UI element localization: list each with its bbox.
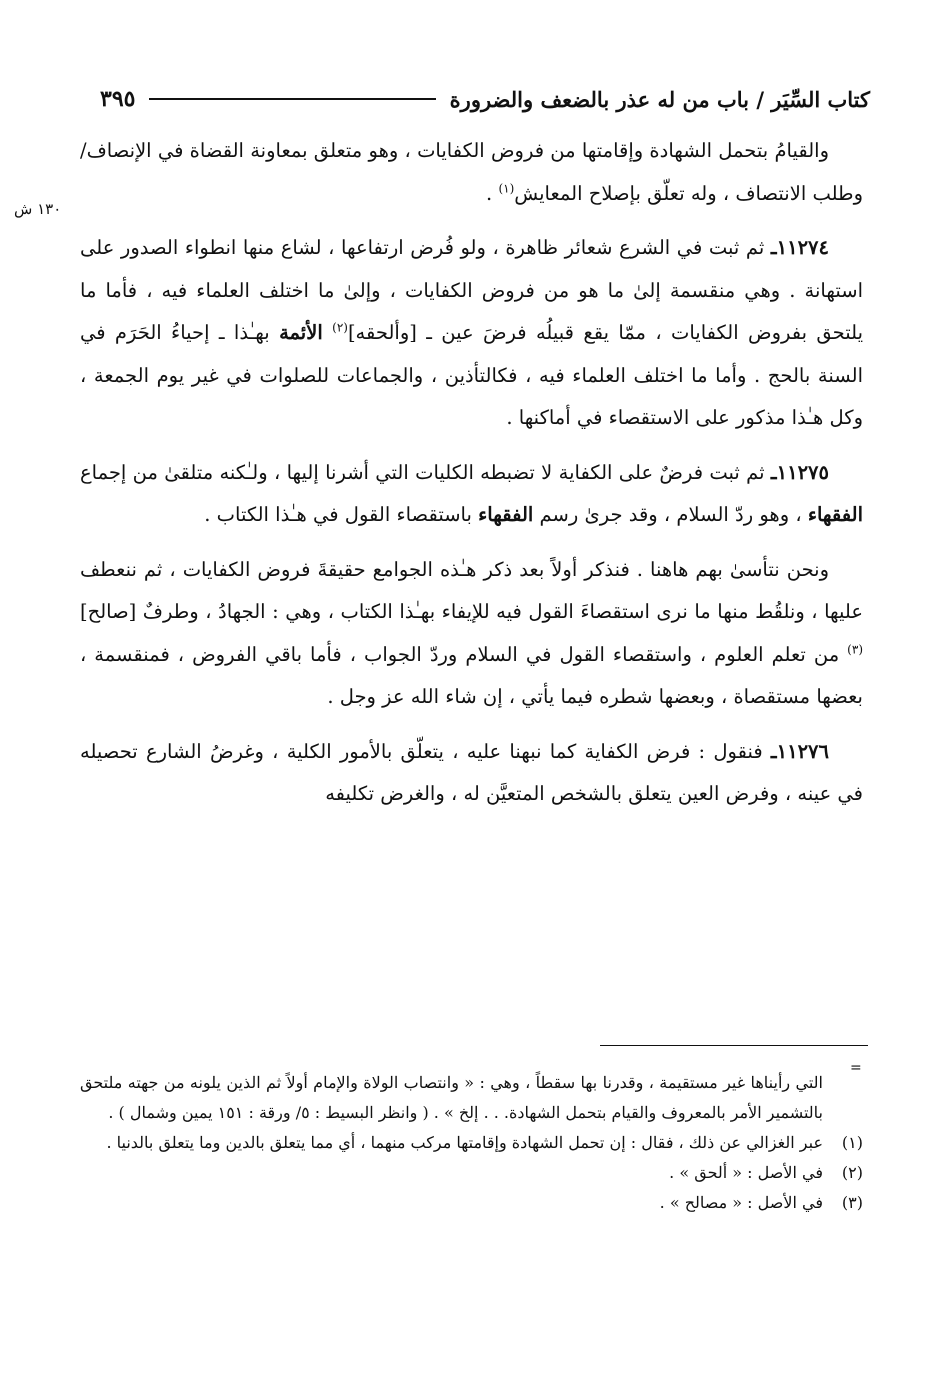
- footnote-continuation-mark: =: [850, 1060, 862, 1076]
- paragraph-text: [323, 321, 332, 344]
- header-title: كتاب السِّيَر / باب من له عذر بالضعف والضرورة: [449, 86, 870, 112]
- emphasis-text: الفقهاء: [478, 503, 534, 526]
- header-rule: [149, 98, 435, 100]
- paragraph-text: ثم ثبت في الشرع شعائر ظاهرة ، ولو فُرض ارتفاعها ، لشاع منها انطواء الصدور على استهانة . وهي منقسمة إلىٰ ما هو من فروض الكفايات ، وإلىٰ ما اختلف العلماء فيه ، فأما ما يلتحق بفروض الكفايات ، ممّا يقع قبيلُه فرضَ عين ـ [وألحقه]: [80, 236, 864, 344]
- footnote-text: عبر الغزالي عن ذلك ، فقال : إن تحمل الشهادة وإقامتها مركب منهما ، أي مما يتعلق بالدين وما يتعلق بالدنيا .: [106, 1133, 823, 1152]
- paragraph-text: فنقول : فرض الكفاية كما نبهنا عليه ، يتعلّق بالأمور الكلية ، وغرضُ الشارع تحصيله في عينه ، وفرض العين يتعلق بالشخص المتعيَّن له ، والغرض تكليفه: [80, 739, 863, 805]
- paragraph: [80, 227, 863, 440]
- paragraph: [80, 130, 863, 215]
- page-number: ٣٩٥: [100, 86, 136, 112]
- footnote-item: [80, 1068, 863, 1128]
- paragraph-text: من تعلم العلوم ، واستقصاء القول في السلام وردّ الجواب ، فأما باقي الفروض ، فمنقسمة ، بعضها مستقصاة ، وبعضها شطره فيما يأتي ، إن شاء الله عز وجل .: [80, 642, 863, 708]
- footnote-item: [80, 1188, 863, 1218]
- running-header: [100, 78, 870, 120]
- footnote-item: [80, 1128, 863, 1158]
- footnote-rule: [600, 1045, 868, 1046]
- paragraph-text: ثم ثبت فرضٌ على الكفاية لا تضبطه الكليات التي أشرنا إليها ، ولـٰكنه متلقىٰ من إجماع: [80, 460, 771, 484]
- footnotes: [80, 1068, 863, 1318]
- paragraph-text: باستقصاء القول في هـٰذا الكتاب .: [204, 503, 479, 526]
- emphasis-text: الأئمة: [279, 321, 323, 344]
- paragraph-number: ١١٢٧٤ـ: [770, 236, 829, 259]
- paragraph: [80, 549, 863, 719]
- footnote-item: [80, 1158, 863, 1188]
- paragraph-number: ١١٢٧٥ـ: [770, 460, 829, 484]
- main-text: [80, 130, 863, 1020]
- footnote-marker: (٢): [332, 320, 348, 335]
- paragraph: [80, 452, 863, 537]
- paragraph-text: والقيامُ بتحمل الشهادة وإقامتها من فروض الكفايات ، وهو متعلق بمعاونة القضاة في الإنصاف/ وطلب الانتصاف ، وله تعلّق بإصلاح المعايش: [80, 139, 863, 205]
- footnote-number: (٢): [841, 1163, 863, 1182]
- footnote-number: (١): [841, 1133, 863, 1152]
- footnote-text: في الأصل : « ألحق » .: [669, 1163, 823, 1182]
- footnote-text: في الأصل : « مصالح » .: [659, 1193, 823, 1212]
- margin-note: ١٣٠ ش: [14, 200, 62, 218]
- footnote-marker: (٣): [847, 642, 863, 656]
- footnote-number: (٣): [841, 1193, 863, 1212]
- paragraph-number: ١١٢٧٦ـ: [770, 739, 829, 763]
- paragraph-text: بهـٰذا ـ إحياءُ الحَرَم في السنة بالحج . وأما ما اختلف العلماء فيه ، فكالتأذين ، والجماعات للصلوات في غير يوم الجمعة ، وكل هـٰذا مذكور على الاستقصاء في أماكنها .: [80, 321, 863, 429]
- emphasis-text: الفقهاء: [807, 503, 863, 526]
- paragraph-text: ونحن نتأسىٰ بهم هاهنا . فنذكر أولاً بعد ذكر هـٰذه الجوامع حقيقةَ فروض الكفايات ، ثم ننعطف عليها ، ونلقُط منها ما نرى استقصاءَ القول فيه للإيفاء بهـٰذا الكتاب ، وهي : الجهادُ ، وطرفٌ [صالح]: [80, 557, 863, 623]
- footnote-text: التي رأيناها غير مستقيمة ، وقدرنا بها سقطاً ، وهي : « وانتصاب الولاة والإمام أولاً ثم الذين يلونه من جهته ملتحق بالتشمير الأمر بالمعروف والقيام بتحمل الشهادة. . . إلخ » . ( وانظر البسيط : ٥/ ورقة : ١٥١ يمين وشمال ) .: [80, 1073, 823, 1122]
- footnote-marker: (١): [498, 181, 515, 195]
- paragraph-text: ، وهو ردّ السلام ، وقد جرىٰ رسم: [533, 503, 808, 526]
- paragraph: [80, 731, 863, 816]
- paragraph-text: .: [486, 181, 499, 205]
